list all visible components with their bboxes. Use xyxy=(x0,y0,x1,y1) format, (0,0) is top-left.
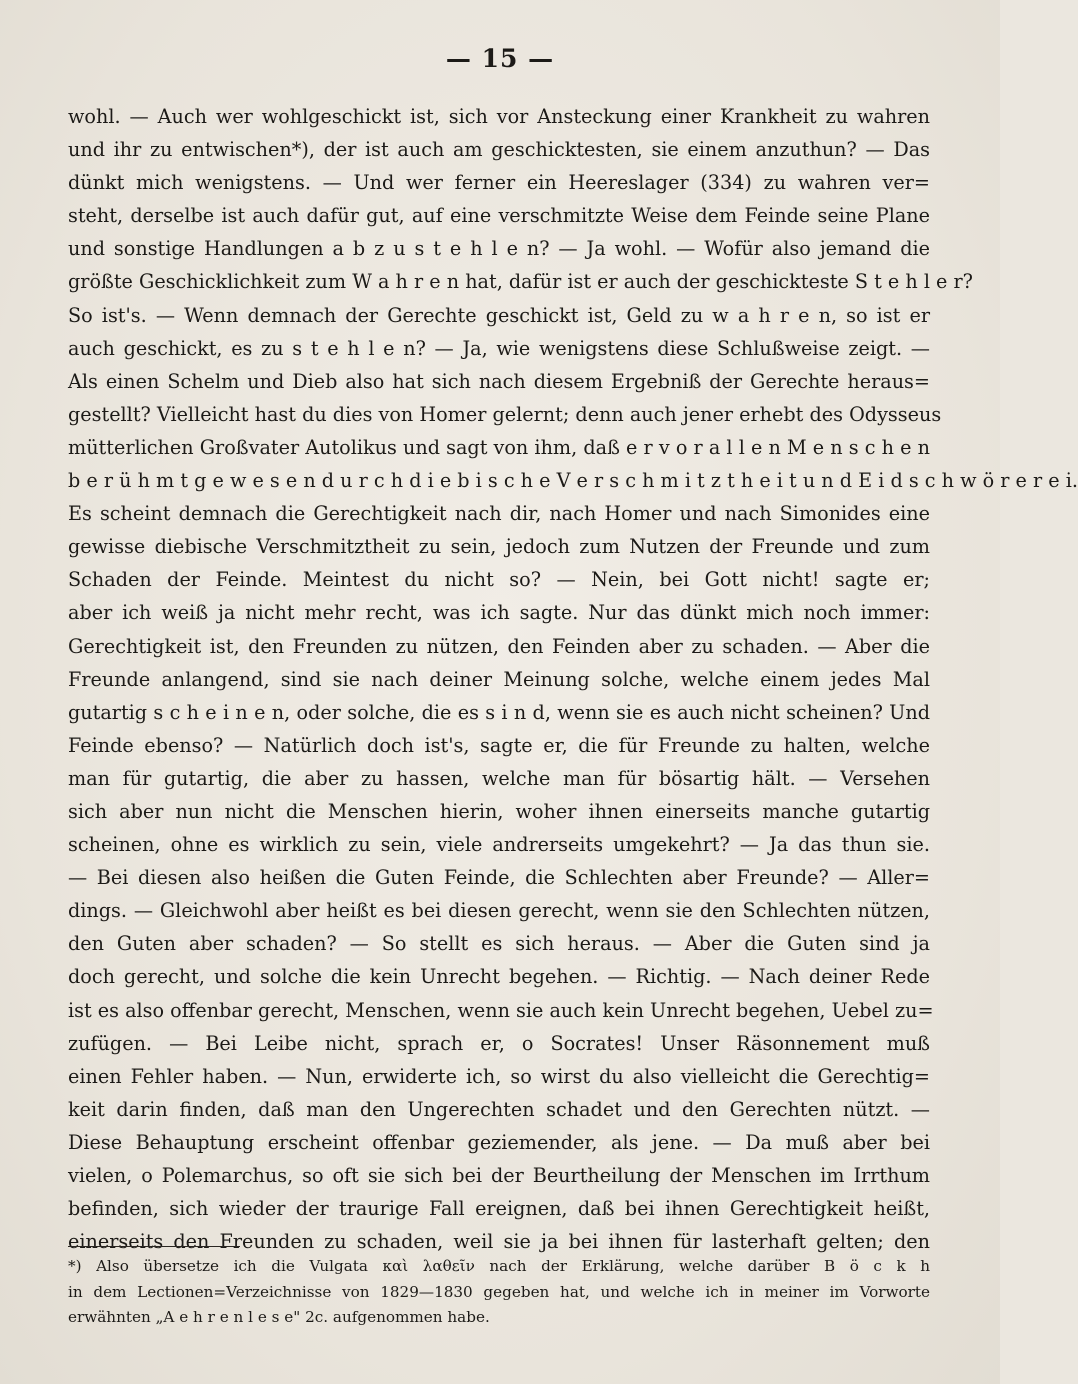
text-line: vielen, o Polemarchus, so oft sie sich bei der Beurtheilung der Menschen im Irrthum xyxy=(68,1164,930,1187)
text-line: zufügen. — Bei Leibe nicht, sprach er, o Socrates! Unser Räsonnement muß xyxy=(68,1031,930,1055)
text-line: den Guten aber schaden? — So stellt es sich heraus. — Aber die Guten sind ja xyxy=(68,932,930,956)
text-line: gestellt? Vielleicht hast du dies von Homer gelernt; denn auch jener erhebt des Odysseus xyxy=(68,402,942,426)
text-line: keit darin finden, daß man den Ungerechten schadet und den Gerechten nützt. — xyxy=(68,1097,930,1121)
text-line: mütterlichen Großvater Autolikus und sagt von ihm, daß e r v o r a l l e n M e n s c h e n xyxy=(68,435,930,459)
text-line: steht, derselbe ist auch dafür gut, auf eine verschmitzte Weise dem Feinde seine Plane xyxy=(68,204,930,228)
footnote xyxy=(68,1254,930,1331)
text-line: auch geschickt, es zu s t e h l e n? — Ja, wie wenigstens diese Schlußweise zeigt. — xyxy=(68,336,930,360)
text-line: größte Geschicklichkeit zum W a h r e n hat, dafür ist er auch der geschickteste S t e h l e r? xyxy=(68,270,973,294)
text-line: sich aber nun nicht die Menschen hierin, woher ihnen einerseits manche gutartig xyxy=(68,799,930,823)
text-line: — Bei diesen also heißen die Guten Feinde, die Schlechten aber Freunde? — Aller= xyxy=(68,866,930,890)
text-line: einerseits den Freunden zu schaden, weil sie ja bei ihnen für lasterhaft gelten; den xyxy=(68,1230,930,1254)
text-line: Als einen Schelm und Dieb also hat sich nach diesem Ergebniß der Gerechte heraus= xyxy=(68,369,930,393)
main-text xyxy=(68,100,1078,1258)
text-line: wohl. — Auch wer wohlgeschickt ist, sich vor Ansteckung einer Krankheit zu wahren xyxy=(68,105,930,128)
text-line: scheinen, ohne es wirklich zu sein, viele andrerseits umgekehrt? — Ja das thun sie. xyxy=(68,833,930,857)
text-line: Diese Behauptung erscheint offenbar geziemender, als jene. — Da muß aber bei xyxy=(68,1130,930,1154)
text-line: Gerechtigkeit ist, den Freunden zu nützen, den Feinden aber zu schaden. — Aber die xyxy=(68,634,930,658)
text-line: Schaden der Feinde. Meintest du nicht so? — Nein, bei Gott nicht! sagte er; xyxy=(68,568,930,592)
footnote-divider xyxy=(68,1246,240,1247)
footnote-line: erwähnten „A e h r e n l e s e" 2c. aufgenommen habe. xyxy=(68,1308,490,1326)
text-line: gewisse diebische Verschmitztheit zu sein, jedoch zum Nutzen der Freunde und zum xyxy=(68,535,930,559)
text-line: b e r ü h m t g e w e s e n d u r c h d i e b i s c h e V e r s c h m i t z t h e i t u n d E i d s c h w ö r e r e i. xyxy=(68,469,1078,493)
text-line: Freunde anlangend, sind sie nach deiner Meinung solche, welche einem jedes Mal xyxy=(68,667,930,691)
text-line: Es scheint demnach die Gerechtigkeit nach dir, nach Homer und nach Simonides eine xyxy=(68,502,930,526)
text-line: einen Fehler haben. — Nun, erwiderte ich, so wirst du also vielleicht die Gerechtig= xyxy=(68,1064,930,1088)
text-line: aber ich weiß ja nicht mehr recht, was ich sagte. Nur das dünkt mich noch immer: xyxy=(68,601,930,625)
text-line: und sonstige Handlungen a b z u s t e h l e n? — Ja wohl. — Wofür also jemand die xyxy=(68,237,930,261)
text-line: dings. — Gleichwohl aber heißt es bei diesen gerecht, wenn sie den Schlechten nützen, xyxy=(68,899,930,923)
text-line: So ist's. — Wenn demnach der Gerechte geschickt ist, Geld zu w a h r e n, so ist er xyxy=(68,303,930,327)
page-number: — 15 — xyxy=(445,44,555,73)
text-line: befinden, sich wieder der traurige Fall ereignen, daß bei ihnen Gerechtigkeit heißt, xyxy=(68,1197,930,1221)
footnote-line: in dem Lectionen=Verzeichnisse von 1829—1830 gegeben hat, und welche ich in meiner im Vorworte xyxy=(68,1282,930,1301)
text-line: Feinde ebenso? — Natürlich doch ist's, sagte er, die für Freunde zu halten, welche xyxy=(68,733,930,757)
text-line: man für gutartig, die aber zu hassen, welche man für bösartig hält. — Versehen xyxy=(68,766,930,790)
text-line: und ihr zu entwischen*), der ist auch am geschicktesten, sie einem anzuthun? — Das xyxy=(68,138,930,162)
text-line: doch gerecht, und solche die kein Unrecht begehen. — Richtig. — Nach deiner Rede xyxy=(68,965,930,989)
text-line: dünkt mich wenigstens. — Und wer ferner ein Heereslager (334) zu wahren ver= xyxy=(68,171,930,195)
text-line: ist es also offenbar gerecht, Menschen, wenn sie auch kein Unrecht begehen, Uebel zu= xyxy=(68,998,934,1022)
text-line: gutartig s c h e i n e n, oder solche, die es s i n d, wenn sie es auch nicht scheinen? Und xyxy=(68,700,930,724)
footnote-line: *) Also übersetze ich die Vulgata καὶ λαθεῖν nach der Erklärung, welche darüber B ö c k h xyxy=(68,1257,930,1275)
